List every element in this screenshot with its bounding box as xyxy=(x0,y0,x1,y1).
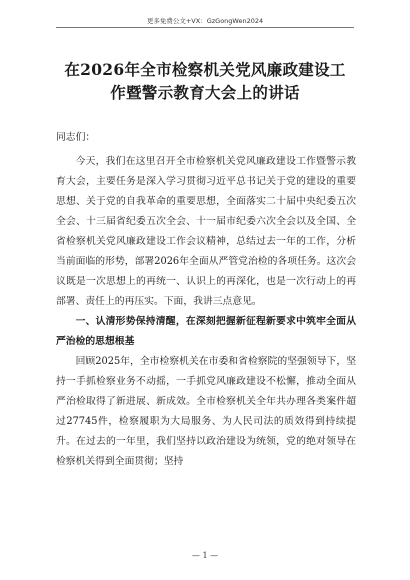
page-header: 更多免费公文+VX：GzGongWen2024 xyxy=(146,17,264,25)
document-title xyxy=(30,58,380,104)
paragraph-intro: 今天，我们在这里召开全市检察机关党风廉政建设工作暨警示教育大会，主要任务是深入学习贯彻习近平总书记关于党的建设的重要思想、关于党的自我革命的重要思想，全面落实二十届中央纪委五次全会、十三届省纪委五次全会、十一届市纪委六次全会以及全国、全省检察机关党风廉政建设工作会议精神，总结过去一年的工作，分析当前面临的形势，部署2026年全面从严管党治检的各项任务。这次会议既是一次思想上的再统一、认识上的再深化，也是一次行动上的再部署、责任上的再压实。下面，我讲三点意见。 xyxy=(56,156,356,307)
title-line-1: 在2026年全市检察机关党风廉政建设工 xyxy=(64,60,346,79)
salutation: 同志们： xyxy=(56,132,96,143)
paragraph-review: 回顾2025年，全市检察机关在市委和省检察院的坚强领导下，坚持一手抓检察业务不动摇，一手抓党风廉政建设不松懈，推动全面从严治检取得了新进展、新成效。全市检察机关全年共办理各类案件超过27745件，检察履职为大局服务、为人民司法的质效得到持续提升。在过去的一年里，我们坚持以政治建设为统领，党的绝对领导在检察机关得到全面贯彻；坚持 xyxy=(56,356,356,467)
page-number: — 1 — xyxy=(191,551,219,560)
header-divider xyxy=(56,27,354,28)
title-line-2: 作暨警示教育大会上的讲话 xyxy=(110,83,300,102)
section-heading-1: 一、认清形势保持清醒，在深刻把握新征程新要求中筑牢全面从严治检的思想根基 xyxy=(56,316,356,347)
document-body xyxy=(56,128,356,472)
